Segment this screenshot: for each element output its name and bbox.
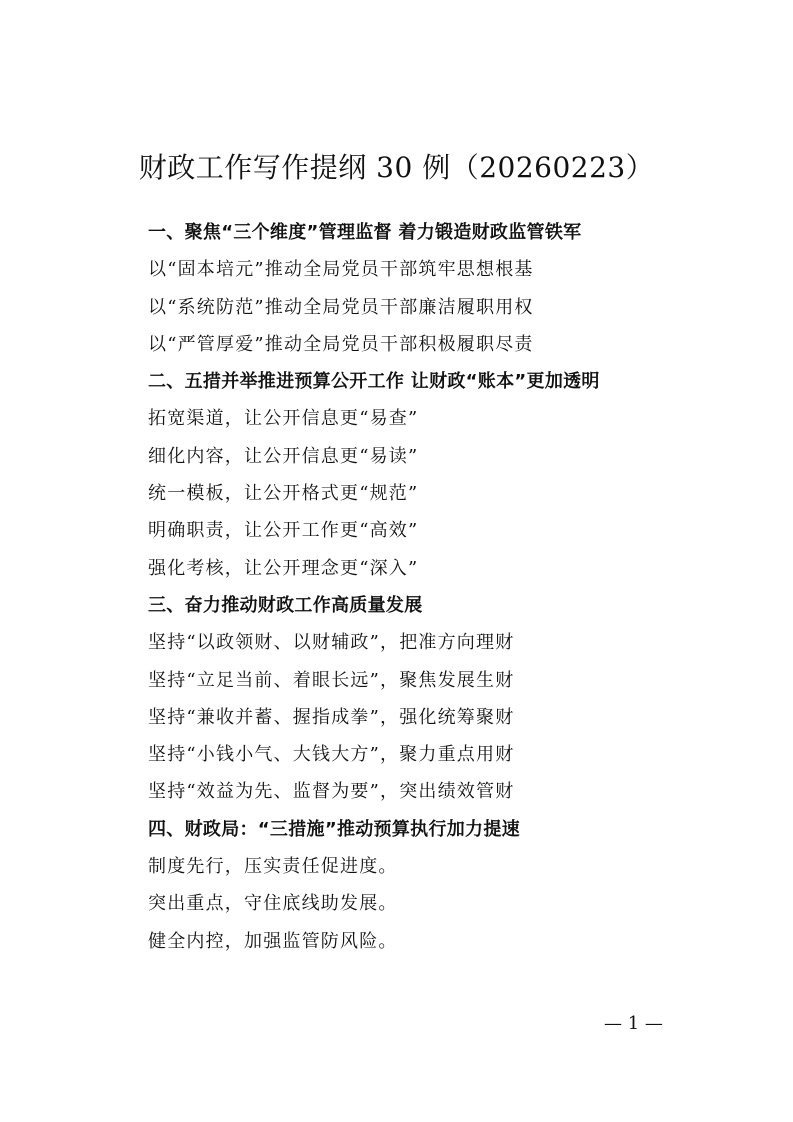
- section-heading: 四、财政局：“三措施”推动预算执行加力提速: [148, 818, 520, 840]
- outline-item: 以“系统防范”推动全局党员干部廉洁履职用权: [148, 296, 534, 318]
- outline-item: 拓宽渠道，让公开信息更“易查”: [148, 408, 419, 430]
- outline-item: 明确职责，让公开工作更“高效”: [148, 520, 419, 542]
- outline-item: 以“严管厚爱”推动全局党员干部积极履职尽责: [148, 333, 534, 355]
- outline-item: 统一模板，让公开格式更“规范”: [148, 483, 419, 505]
- outline-item: 制度先行，压实责任促进度。: [148, 856, 398, 878]
- outline-item: 突出重点，守住底线助发展。: [148, 893, 398, 915]
- outline-item: 强化考核，让公开理念更“深入”: [148, 557, 419, 579]
- page-number: — 1 —: [604, 1013, 663, 1034]
- outline-item: 以“固本培元”推动全局党员干部筑牢思想根基: [148, 259, 534, 281]
- document-body: [148, 214, 748, 960]
- document-title: 财政工作写作提纲 30 例（20260223）: [138, 151, 655, 184]
- outline-item: 坚持“以政领财、以财辅政”，把准方向理财: [148, 632, 515, 654]
- section-heading: 三、奋力推动财政工作高质量发展: [148, 594, 423, 616]
- section-heading: 一、聚焦“三个维度”管理监督 着力锻造财政监管铁军: [148, 222, 582, 243]
- outline-item: 坚持“立足当前、着眼长远”，聚焦发展生财: [148, 669, 515, 691]
- outline-item: 坚持“小钱小气、大钱大方”，聚力重点用财: [148, 744, 515, 766]
- outline-item: 坚持“兼收并蓄、握指成拳”，强化统筹聚财: [148, 706, 515, 728]
- outline-item: 健全内控，加强监管防风险。: [148, 930, 398, 952]
- outline-item: 坚持“效益为先、监督为要”，突出绩效管财: [148, 781, 515, 803]
- outline-item: 细化内容，让公开信息更“易读”: [148, 445, 419, 467]
- section-heading: 二、五措并举推进预算公开工作 让财政“账本”更加透明: [148, 371, 600, 393]
